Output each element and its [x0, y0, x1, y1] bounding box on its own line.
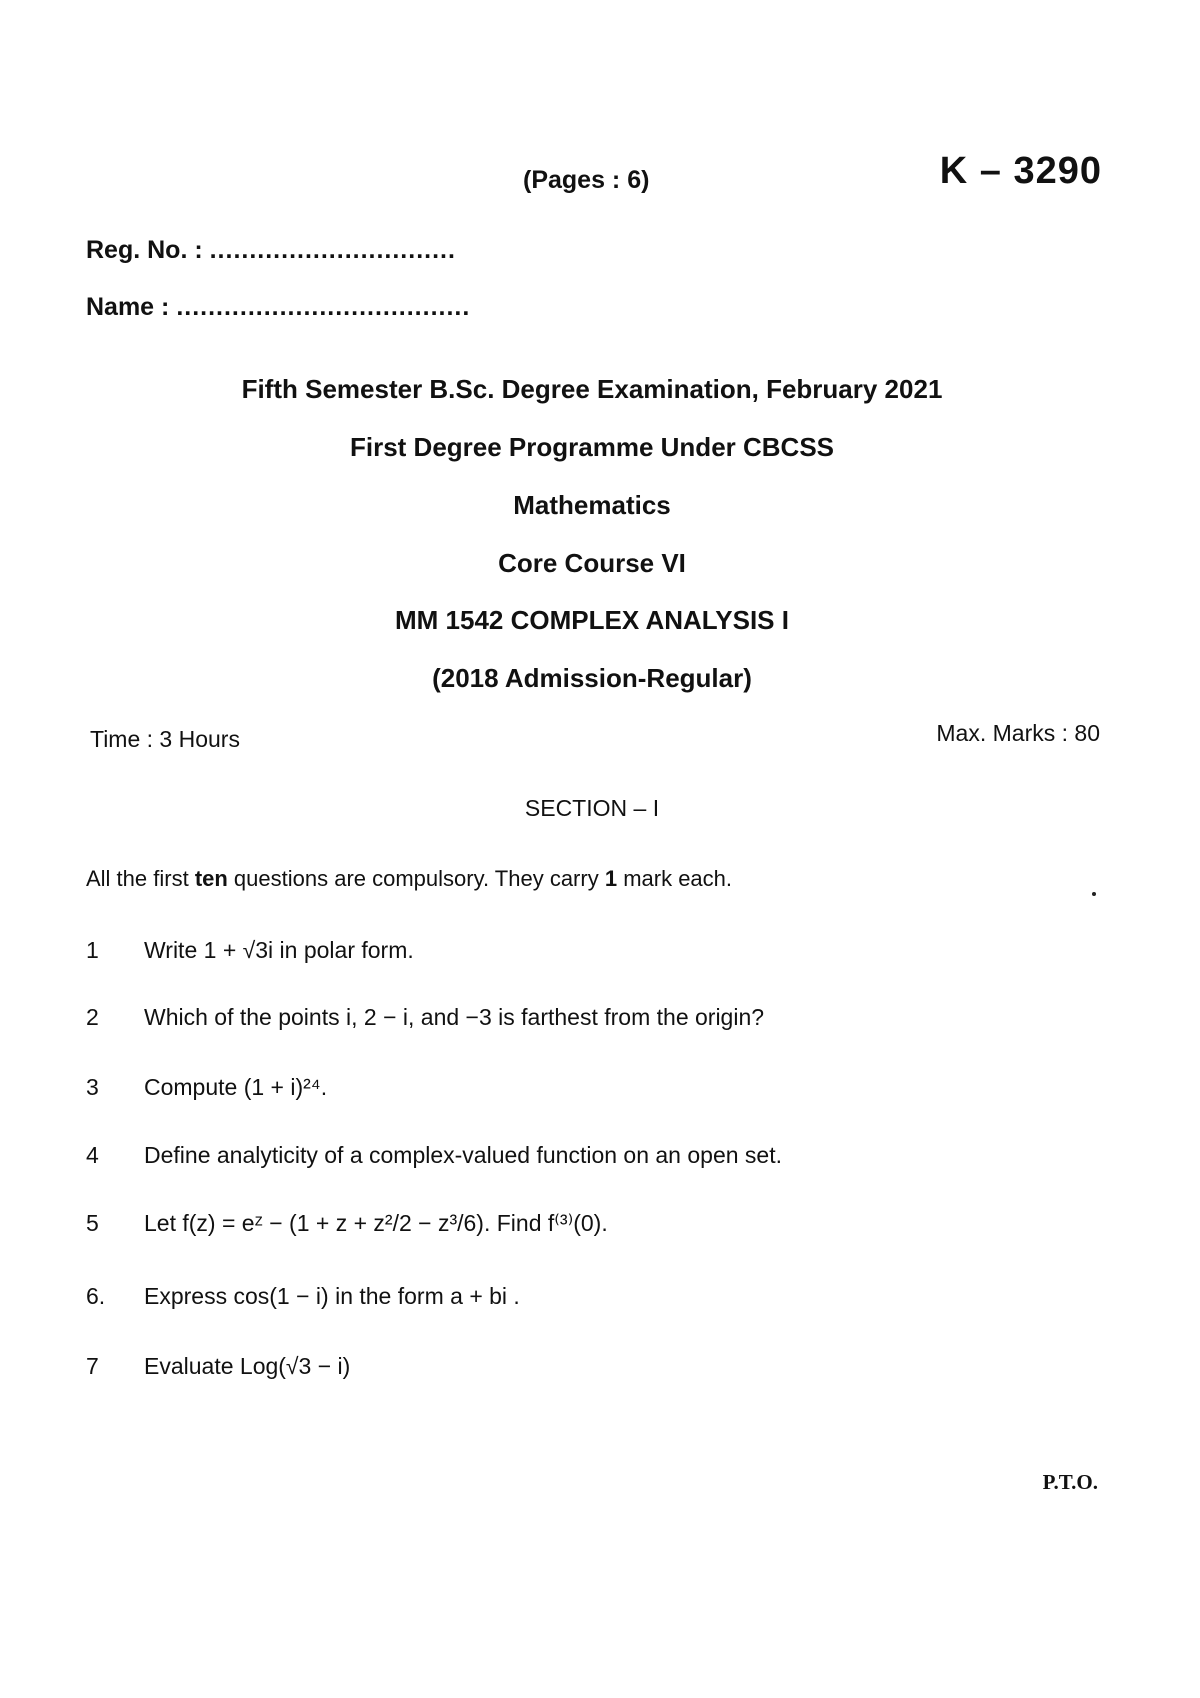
- question-text: Let f(z) = eᶻ − (1 + z + z²/2 − z³/6). Find f⁽³⁾(0).: [144, 1210, 608, 1236]
- question-number: 4: [86, 1142, 99, 1168]
- question-item: [86, 1142, 782, 1169]
- pto-note: P.T.O.: [1042, 1470, 1098, 1494]
- question-item: [86, 1283, 520, 1310]
- question-item: [86, 1353, 350, 1380]
- question-number: 7: [86, 1353, 99, 1379]
- section-instruction: [86, 866, 732, 892]
- question-number: 2: [86, 1004, 99, 1030]
- question-item: [86, 1210, 608, 1237]
- question-text: Write 1 + √3i in polar form.: [144, 937, 414, 963]
- question-number: 5: [86, 1210, 99, 1236]
- instruction-text-1: All the first: [86, 866, 195, 891]
- course-title: Core Course VI: [498, 548, 686, 578]
- paper-title: MM 1542 COMPLEX ANALYSIS I: [395, 605, 789, 635]
- paper-code: K – 3290: [939, 150, 1102, 192]
- reg-no-line: [86, 236, 456, 265]
- question-item: [86, 1004, 764, 1031]
- question-item: [86, 937, 414, 964]
- question-text: Define analyticity of a complex-valued function on an open set.: [144, 1142, 782, 1168]
- time-info: Time : 3 Hours: [90, 726, 240, 752]
- instruction-text-3: mark each.: [617, 866, 733, 891]
- exam-title: Fifth Semester B.Sc. Degree Examination, February 2021: [241, 374, 943, 404]
- name-blank: .....................................: [176, 293, 471, 321]
- admission-title: (2018 Admission-Regular): [432, 663, 752, 693]
- question-text: Which of the points i, 2 − i, and −3 is farthest from the origin?: [144, 1004, 765, 1030]
- reg-no-blank: ...............................: [209, 236, 456, 264]
- instruction-bold-2: 1: [604, 866, 618, 891]
- question-text: Express cos(1 − i) in the form a + bi .: [144, 1283, 520, 1309]
- scan-speck: [1092, 892, 1096, 896]
- max-marks-info: Max. Marks : 80: [936, 720, 1100, 746]
- question-number: 1: [86, 937, 99, 963]
- question-number: 6.: [86, 1283, 106, 1309]
- name-label: Name :: [86, 293, 177, 321]
- instruction-text-2: questions are compulsory. They carry: [227, 866, 605, 891]
- question-item: [86, 1074, 327, 1101]
- question-text: Compute (1 + i)²⁴.: [144, 1074, 328, 1100]
- programme-title: First Degree Programme Under CBCSS: [349, 432, 835, 462]
- question-text: Evaluate Log(√3 − i): [144, 1353, 351, 1379]
- subject-title: Mathematics: [513, 490, 671, 520]
- question-number: 3: [86, 1074, 99, 1100]
- instruction-bold-1: ten: [194, 866, 228, 891]
- name-line: [86, 293, 470, 322]
- pages-note: (Pages : 6): [523, 166, 650, 194]
- section-title: SECTION – I: [524, 795, 660, 821]
- reg-no-label: Reg. No. :: [86, 236, 210, 264]
